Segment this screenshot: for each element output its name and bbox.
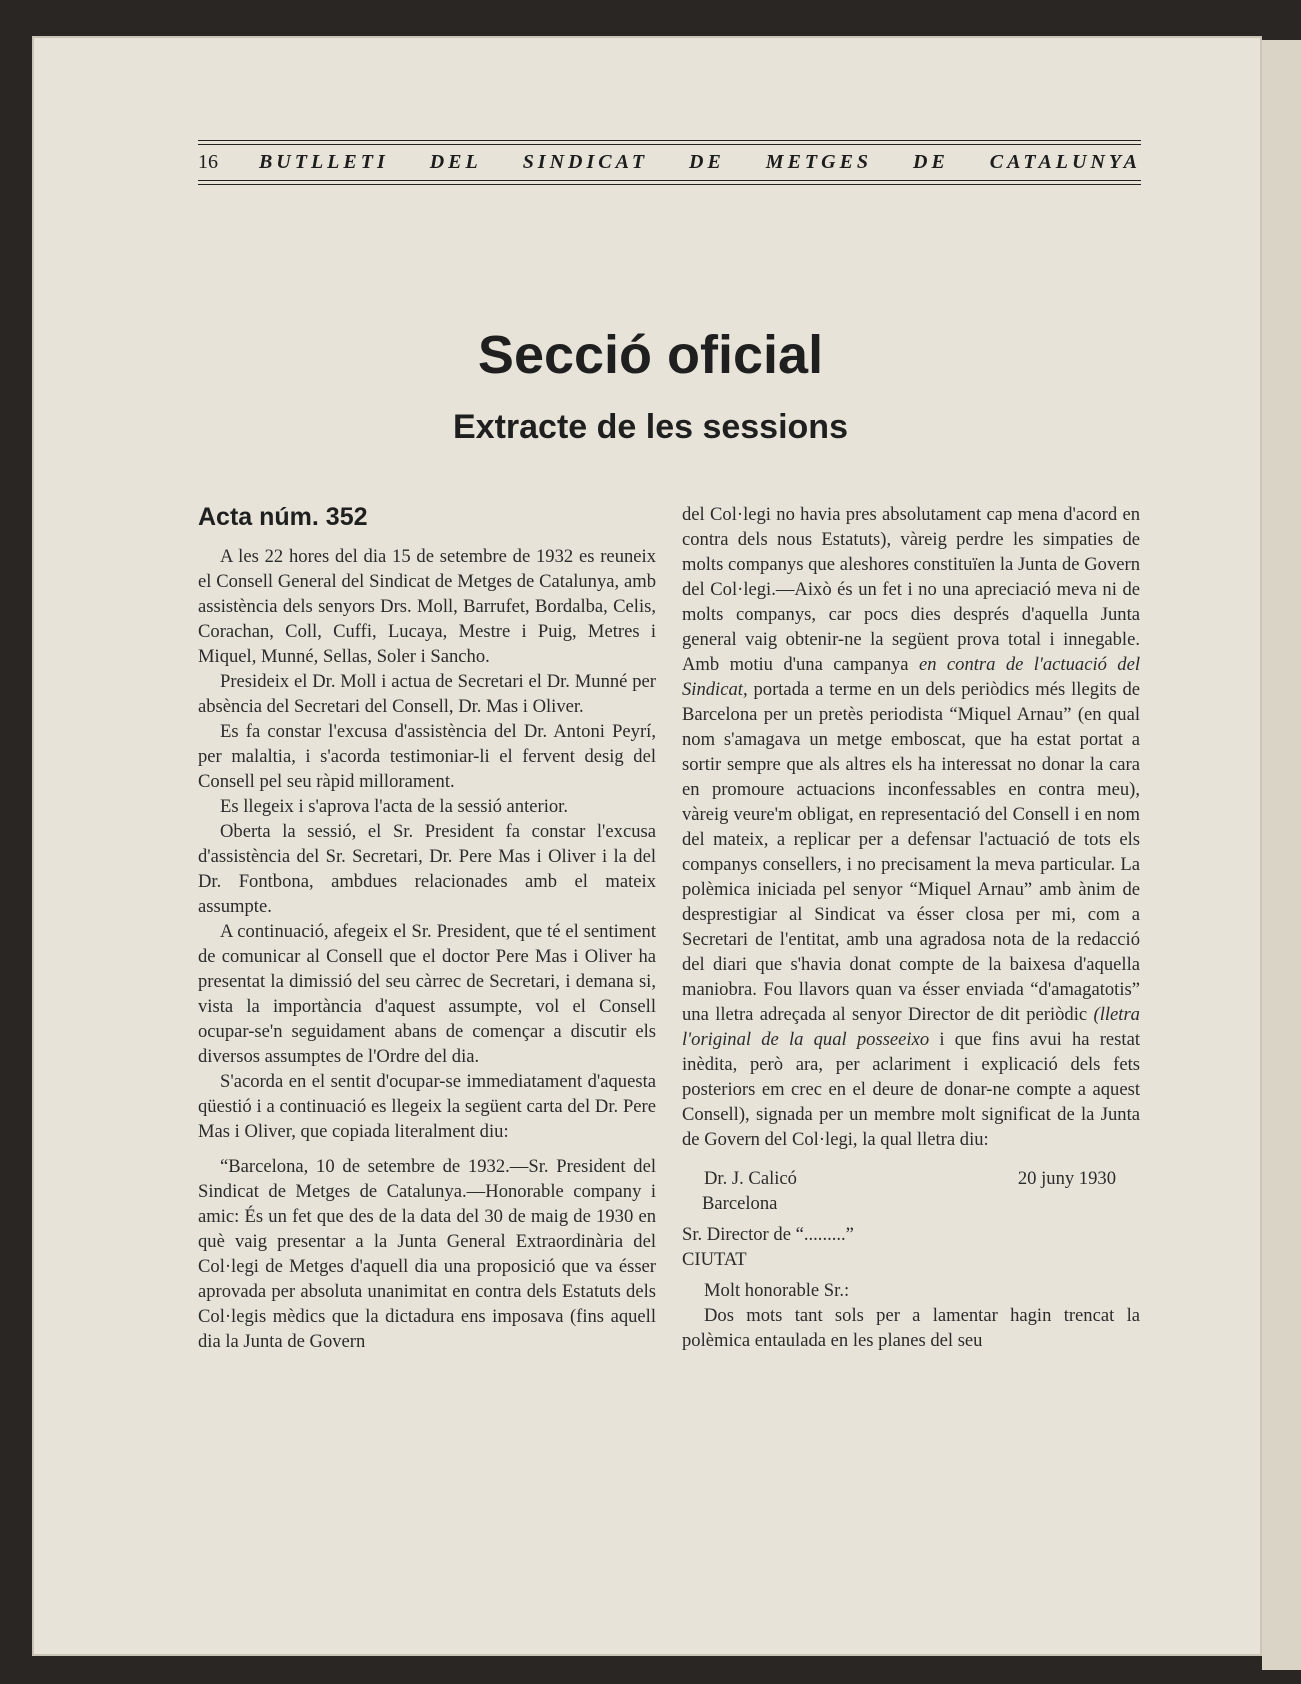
letter-city: Barcelona [702, 1193, 778, 1214]
acta-heading: Acta núm. 352 [198, 503, 368, 531]
header-rule-bottom-2 [198, 184, 1141, 185]
text-run: i que fins avui ha restat inèdita, però ara, per aclariment i explicació dels fets posteriors em crec en el deure de donar-ne compte a aquest Consell), signada per un membre molt significat de la Junta de Govern del Col·legi, la qual lletra diu: [682, 1029, 1140, 1150]
header-word: DEL [429, 151, 482, 173]
right-column [682, 502, 1140, 1353]
header-word: DE [913, 151, 949, 173]
letter-body: Dos mots tant sols per a lamentar hagin trencat la polèmica entaulada en les planes del seu [682, 1305, 1140, 1351]
paragraph: Oberta la sessió, el Sr. President fa constar l'excusa d'assistència del Sr. Secretari, Dr. Pere Mas i Oliver i la del Dr. Fontbona, ambdues relacionades amb el mateix assumpte. [198, 821, 656, 917]
paragraph: A les 22 hores del dia 15 de setembre de 1932 es reuneix el Consell General del Sindicat de Metges de Catalunya, amb assistència dels senyors Drs. Moll, Barrufet, Bordalba, Celis, Corachan, Coll, Cuffi, Lucaya, Mestre i Puig, Metres i Miquel, Munné, Sellas, Soler i Sancho. [198, 546, 656, 667]
paragraph: A continuació, afegeix el Sr. President, que té el sentiment de comunicar al Consell que el doctor Pere Mas i Oliver ha presentat la dimissió del seu càrrec de Secretari, i demana si, vista la importància d'aquest assumpte, vol el Consell ocupar-se'n seguidament abans de començar a discutir els diversos assumptes de l'Ordre del dia. [198, 921, 656, 1067]
header-word: METGES [765, 151, 873, 173]
page-subtitle: Extracte de les sessions [452, 408, 848, 446]
letter-sender: Dr. J. Calicó [704, 1168, 797, 1189]
italic-run: (lletra l'original de la qual posseeixo [682, 1004, 1140, 1050]
header-row [198, 145, 1141, 180]
letter-salutation: Molt honorable Sr.: [704, 1280, 850, 1301]
header-rule-bottom [198, 180, 1141, 181]
letter-recipient-city: CIUTAT [682, 1249, 747, 1270]
paragraph [682, 502, 1140, 1152]
page-title: Secció oficial [477, 325, 824, 385]
paragraph: Es llegeix i s'aprova l'acta de la sessió anterior. [220, 796, 568, 817]
running-header [198, 140, 1141, 185]
letter-date: 20 juny 1930 [1017, 1168, 1116, 1189]
header-word: DE [689, 151, 725, 173]
text-run: portada a terme en un dels periòdics més llegits de Barcelona per un pretès periodista “Miquel Arnau” (en qual nom s'amagava un metge emboscat, que ha estat portat a sortir sempre que als altres els ha interessat no donar la cara en promoure actuacions inconfessables en contra meu), vàreig veure'm obligat, en representació del Consell i en nom del mateix, a replicar per a defensar l'actuació de tots els companys consellers, i no precisament la meva particular. La polèmica iniciada pel senyor “Miquel Arnau” amb ànim de desprestigiar al Sindicat va ésser closa per mi, com a Secretari de l'entitat, amb una agradosa nota de la redacció del diari que s'havia donat compte de la baixesa d'aquella maniobra. Fou llavors quan va ésser enviada “d'amagatotis” una lletra adreçada al senyor Director de dit periòdic [682, 679, 1140, 1025]
header-word: BUTLLETI [258, 151, 389, 173]
header-rule-top [198, 140, 1141, 141]
left-column [198, 502, 656, 1354]
text-run: del Col·legi no havia pres absolutament cap mena d'acord en contra dels nous Estatuts), vàreig perdre les simpaties de molts companys que aleshores constituïen la Junta de Govern del Col·legi.—Això és un fet i no una apreciació meva ni de molts companys, car pocs dies després d'aquella Junta general vaig obtenir-ne la següent prova total i innegable. Amb motiu d'una campanya [682, 504, 1140, 675]
page-number: 16 [198, 151, 218, 173]
header-word: SINDICAT [522, 151, 649, 173]
letter-header [682, 1166, 1140, 1191]
paragraph: S'acorda en el sentit d'ocupar-se immediatament d'aquesta qüestió i a continuació es llegeix la següent carta del Dr. Pere Mas i Oliver, que copiada literalment diu: [198, 1071, 656, 1142]
letter-recipient: Sr. Director de “.........” [682, 1224, 854, 1245]
next-page-edge [1262, 40, 1301, 1670]
quoted-letter: “Barcelona, 10 de setembre de 1932.—Sr. President del Sindicat de Metges de Catalunya.—Honorable company i amic: És un fet que des de la data del 30 de maig de 1930 en què vaig presentar a la Junta General Extraordinària del Col·legi de Metges d'aquell dia una proposició que va ésser aprovada per absoluta unanimitat en contra dels Estatuts dels Col·legis mèdics que la dictadura ens imposava (fins aquell dia la Junta de Govern [198, 1156, 656, 1352]
italic-run: en contra de l'actuació del Sindicat, [682, 654, 1141, 700]
header-word: CATALUNYA [989, 151, 1141, 173]
paragraph: Presideix el Dr. Moll i actua de Secretari el Dr. Munné per absència del Secretari del Consell, Dr. Mas i Oliver. [198, 671, 656, 717]
paragraph: Es fa constar l'excusa d'assistència del Dr. Antoni Peyrí, per malaltia, i s'acorda testimoniar-li el fervent desig del Consell pel seu ràpid millorament. [198, 721, 656, 792]
